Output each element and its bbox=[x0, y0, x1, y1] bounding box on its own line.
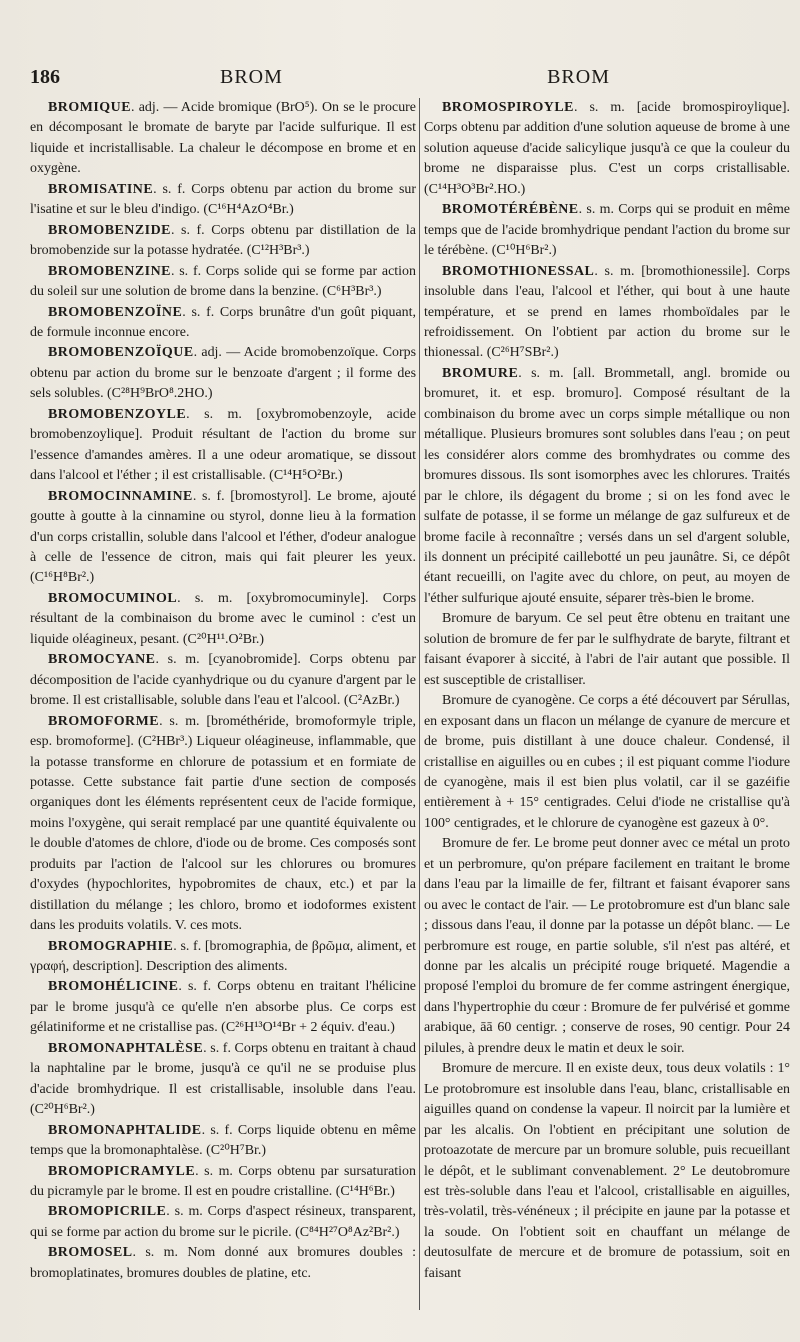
entry-text: . s. m. [oxybromobenzoyle, acide bromobenzoylique]. Produit résultant de l'action du brome sur l'essence d'amandes amères. Il a une odeur aromatique, se dissout dans l'alcool et l'éther ; il est cristallisable. (C¹⁴H⁵O²Br.) bbox=[30, 406, 416, 484]
dictionary-entry bbox=[30, 1243, 416, 1284]
entry-headword: BROMOBENZOYLE bbox=[48, 406, 187, 422]
entry-headword: BROMIQUE bbox=[48, 100, 131, 115]
dictionary-entry bbox=[424, 1059, 790, 1284]
entry-text: . s. f. Corps obtenu par distillation de la bromobenzide sur la potasse hydratée. (C¹²H³Br³.) bbox=[30, 222, 416, 259]
entry-text: . s. m. [all. Brommetall, angl. bromide ou bromuret, it. et esp. bromuro]. Composé résultant de la combinaison du brome avec un corps simple métallique ou non métallique. Plusieurs bromures sont solubles dans l'eau ; on peut les considérer alors comme des bromhydrates ou comme des bromures dissous. Ils sont isomorphes avec les chlorures. Traités par le chlore, ils dégagent du brome ; si on les fond avec le sulfate de potasse, il se forme un mélange de gaz sulfureux et de brome facile à reconnaître ; versés dans un sel d'argent soluble, ils donnent un précipité caillebotté un peu jaunâtre. Si, ce dépôt étant recueilli, on l'agite avec du chlore, on peut, au moyen de l'éther sulfurique ajouté ensuite, séparer très-bien le brome. bbox=[424, 365, 790, 606]
entry-text: Bromure de cyanogène. Ce corps a été découvert par Sérullas, en exposant dans un flacon un mélange de cyanure de mercure et de brome, puis distillant à une douce chaleur. Condensé, il cristallise en aiguilles ou en cubes ; il est piquant comme l'iodure de cyanogène, mais il est bien plus volatil, car il se gazéifie entièrement à + 15° centigrades. Celui d'iode ne cristallise qu'à 100° centigrades, et le chlorure de cyanogène est gazeux à 0°. bbox=[424, 693, 790, 831]
entry-headword: BROMOSEL bbox=[48, 1245, 133, 1261]
entry-headword: BROMOSPIROYLE bbox=[442, 100, 574, 115]
dictionary-entry bbox=[30, 98, 416, 180]
entry-text: . s. m. [cyanobromide]. Corps obtenu par décomposition de l'acide cyanhydrique ou du cyanure d'argent par le brome. Il est cristallisable, soluble dans l'eau et l'alcool. (C²AzBr.) bbox=[30, 652, 416, 709]
running-head-right: BROM bbox=[547, 66, 610, 88]
dictionary-entry bbox=[30, 1039, 416, 1121]
entry-headword: BROMONAPHTALÈSE bbox=[48, 1040, 204, 1056]
dictionary-entry bbox=[424, 364, 790, 609]
entry-text: Bromure de baryum. Ce sel peut être obtenu en traitant une solution de bromure de fer par le sulfhydrate de baryte, filtrant et faisant évaporer à siccité, à l'abri de l'air autant que possible. Il est susceptible de cristalliser. bbox=[424, 611, 790, 688]
entry-headword: BROMOCINNAMINE bbox=[48, 488, 193, 504]
left-column bbox=[30, 98, 416, 1284]
dictionary-entry bbox=[30, 1202, 416, 1243]
entry-text: . s. f. [bromostyrol]. Le brome, ajouté goutte à goutte à la cinnamine ou styrol, donne lieu à la formation d'un corps cristallin, soluble dans l'alcool et l'éther, d'odeur analogue à celle de l'essence de citron, mais qui fait pleurer les yeux. (C¹⁶H⁸Br².) bbox=[30, 488, 416, 586]
entry-headword: BROMOTHIONESSAL bbox=[442, 263, 595, 279]
entry-headword: BROMOBENZOÏQUE bbox=[48, 345, 194, 361]
entry-text: . s. m. Nom donné aux bromures doubles : bromoplatinates, bromures doubles de platine, etc. bbox=[30, 1245, 416, 1281]
entry-text: . adj. — Acide bromique (BrO⁵). On se le procure en décomposant le bromate de baryte par l'acide sulfurique. Il est liquide et incristallisable. La chaleur le décompose en brome et en oxygène. bbox=[30, 100, 416, 177]
entry-headword: BROMISATINE bbox=[48, 181, 154, 197]
dictionary-entry bbox=[30, 650, 416, 711]
entry-headword: BROMOBENZOÏNE bbox=[48, 304, 183, 320]
entry-headword: BROMOHÉLICINE bbox=[48, 979, 179, 995]
entry-headword: BROMOFORME bbox=[48, 713, 160, 729]
page-header bbox=[30, 64, 790, 94]
entry-headword: BROMOCYANE bbox=[48, 652, 156, 668]
entry-headword: BROMOTÉRÉBÈNE bbox=[442, 202, 579, 218]
dictionary-entry bbox=[30, 303, 416, 344]
dictionary-entry bbox=[424, 834, 790, 1059]
entry-text: . s. m. [brométhéride, bromoformyle triple, esp. bromoforme]. (C²HBr³.) Liqueur oléagineuse, inflammable, que la potasse transforme en chlorure de potassium et en formiate de potasse. Cette substance fait partie d'une section de composés organiques dont les éléments représentent ceux de l'acide formique, moins l'oxygène, qui serait remplacé par une quantité équivalente ou le double d'atomes de chlore, d'iode ou de brome. Ces composés sont produits par l'action de l'alcool sur les chlorures ou bromures d'oxydes (hypochlorites, hypobromites de chaux, etc.) et par la distillation du mélange ; les chloro, bromo et iodoformes existent dans les produits volatils. V. ces mots. bbox=[30, 713, 416, 934]
entry-text: . s. f. Corps liquide obtenu en même temps que la bromonaphtalèse. (C²⁰H⁷Br.) bbox=[30, 1122, 416, 1159]
dictionary-entry bbox=[30, 487, 416, 589]
entry-text: . s. f. Corps solide qui se forme par action du soleil sur une solution de brome dans la benzine. (C⁶H³Br³.) bbox=[30, 263, 416, 300]
entry-text: . s. f. Corps obtenu en traitant l'hélicine par le brome jusqu'à ce qu'elle n'en absorbe plus. Ce corps est gélatiniforme et ne cristallise pas. (C²⁶H¹³O¹⁴Br + 2 équiv. d'eau.) bbox=[30, 979, 416, 1036]
entry-headword: BROMURE bbox=[442, 365, 519, 381]
entry-text: Bromure de mercure. Il en existe deux, tous deux volatils : 1° Le protobromure est insoluble dans l'eau, blanc, cristallisable en aiguilles quand on condense la vapeur. Il noircit par la lumière et par les alcalis. On l'obtient en précipitant une solution de protoazotate de mercure par un bromure soluble, puis recueillant le dépôt, et le sublimant convenablement. 2° Le deutobromure est très-soluble dans l'eau et l'alcool, cristallisable en aiguilles, très-volatil, très-vénéneux ; il précipite en jaune par la potasse et la soude. On l'obtient soit en chauffant un mélange de deutosulfate de mercure et de bromure de potassium, soit en faisant bbox=[424, 1061, 790, 1281]
entry-headword: BROMOPICRILE bbox=[48, 1204, 167, 1220]
right-column bbox=[424, 98, 790, 1284]
dictionary-entry bbox=[30, 937, 416, 978]
entry-text: . s. m. Corps obtenu par sursaturation du picramyle par le brome. Il est en poudre cristalline. (C¹⁴H⁶Br.) bbox=[30, 1163, 416, 1200]
entry-text: Bromure de fer. Le brome peut donner avec ce métal un proto et un perbromure, qu'on prépare facilement en traitant le brome dans l'eau par la limaille de fer, filtrant et faisant évaporer sans ou avec le contact de l'air. — Le protobromure est d'un blanc sale ; dissous dans l'eau, il donne par la potasse un dépôt blanc. — Le perbromure est rouge, en partie soluble, s'il n'est pas altéré, et donne par les alcalis un précipité rouge briqueté. Magendie a proposé l'emploi du bromure de fer comme astringent énergique, dans l'hypertrophie du cœur : Bromure de fer pulvérisé et gomme arabique, āā 60 centigr. ; conserve de roses, 90 centigr. Pour 24 pilules, à prendre deux le matin et deux le soir. bbox=[424, 836, 790, 1056]
entry-headword: BROMONAPHTALIDE bbox=[48, 1122, 202, 1138]
entry-text: . s. m. Corps d'aspect résineux, transparent, qui se forme par action du brome sur le picrile. (C⁸⁴H²⁷O⁸Az²Br².) bbox=[30, 1204, 416, 1240]
dictionary-entry bbox=[30, 221, 416, 262]
dictionary-entry bbox=[424, 98, 790, 200]
page-number: 186 bbox=[30, 66, 60, 88]
entry-headword: BROMOBENZINE bbox=[48, 263, 171, 279]
entry-text: . s. f. Corps obtenu en traitant à chaud la naphtaline par le brome, jusqu'à ce qu'il ne se produise plus d'acide bromhydrique. Il est cristallisable, insoluble dans l'eau. (C²⁰H⁶Br².) bbox=[30, 1040, 416, 1118]
entry-text: . s. f. [bromographia, de βρῶμα, aliment, et γραφή, description]. Description des aliments. bbox=[30, 938, 416, 975]
entry-headword: BROMOCUMINOL bbox=[48, 590, 178, 606]
entry-text: . s. m. Corps qui se produit en même temps que de l'acide bromhydrique pendant l'action du brome sur le térébène. (C¹⁰H⁶Br².) bbox=[424, 202, 790, 259]
dictionary-entry bbox=[30, 977, 416, 1038]
dictionary-entry bbox=[30, 712, 416, 937]
dictionary-entry bbox=[30, 1121, 416, 1162]
entry-text: . adj. — Acide bromobenzoïque. Corps obtenu par action du brome sur le benzoate d'argent ; il forme des sels solubles. (C²⁸H⁹BrO⁸.2HO.) bbox=[30, 345, 416, 402]
dictionary-entry bbox=[30, 589, 416, 650]
dictionary-entry bbox=[30, 405, 416, 487]
dictionary-entry bbox=[424, 200, 790, 261]
dictionary-entry bbox=[30, 262, 416, 303]
dictionary-entry bbox=[30, 180, 416, 221]
entry-text: . s. m. [oxybromocuminyle]. Corps résultant de la combinaison du brome avec le cuminol : c'est un liquide oléagineux, pesant. (C²⁰H¹¹.O²Br.) bbox=[30, 590, 416, 647]
dictionary-entry bbox=[424, 691, 790, 834]
entry-text: . s. m. [acide bromospiroylique]. Corps obtenu par addition d'une solution aqueuse de brome à une solution aqueuse d'acide salicylique jusqu'à ce que la couleur du brome ne disparaisse plus. C'est un corps cristallisable. (C¹⁴H³O³Br².HO.) bbox=[424, 100, 790, 197]
dictionary-entry bbox=[424, 262, 790, 364]
dictionary-entry bbox=[30, 343, 416, 404]
entry-headword: BROMOGRAPHIE bbox=[48, 938, 174, 954]
entry-headword: BROMOPICRAMYLE bbox=[48, 1163, 196, 1179]
entry-text: . s. m. [bromothionessile]. Corps insoluble dans l'eau, l'alcool et l'éther, qui bout à une haute température, et se prend en lames rhomboïdales par le refroidissement. On l'obtient par action du brome sur le thionessal. (C²⁶H⁷SBr².) bbox=[424, 263, 790, 361]
entry-text: . s. f. Corps brunâtre d'un goût piquant, de formule inconnue encore. bbox=[30, 304, 416, 340]
entry-text: . s. f. Corps obtenu par action du brome sur l'isatine et sur le bleu d'indigo. (C¹⁶H⁴AzO⁴Br.) bbox=[30, 181, 416, 218]
dictionary-entry bbox=[424, 609, 790, 691]
column-divider bbox=[419, 98, 420, 1310]
dictionary-entry bbox=[30, 1162, 416, 1203]
running-head-left: BROM bbox=[220, 66, 283, 88]
entry-headword: BROMOBENZIDE bbox=[48, 222, 171, 238]
